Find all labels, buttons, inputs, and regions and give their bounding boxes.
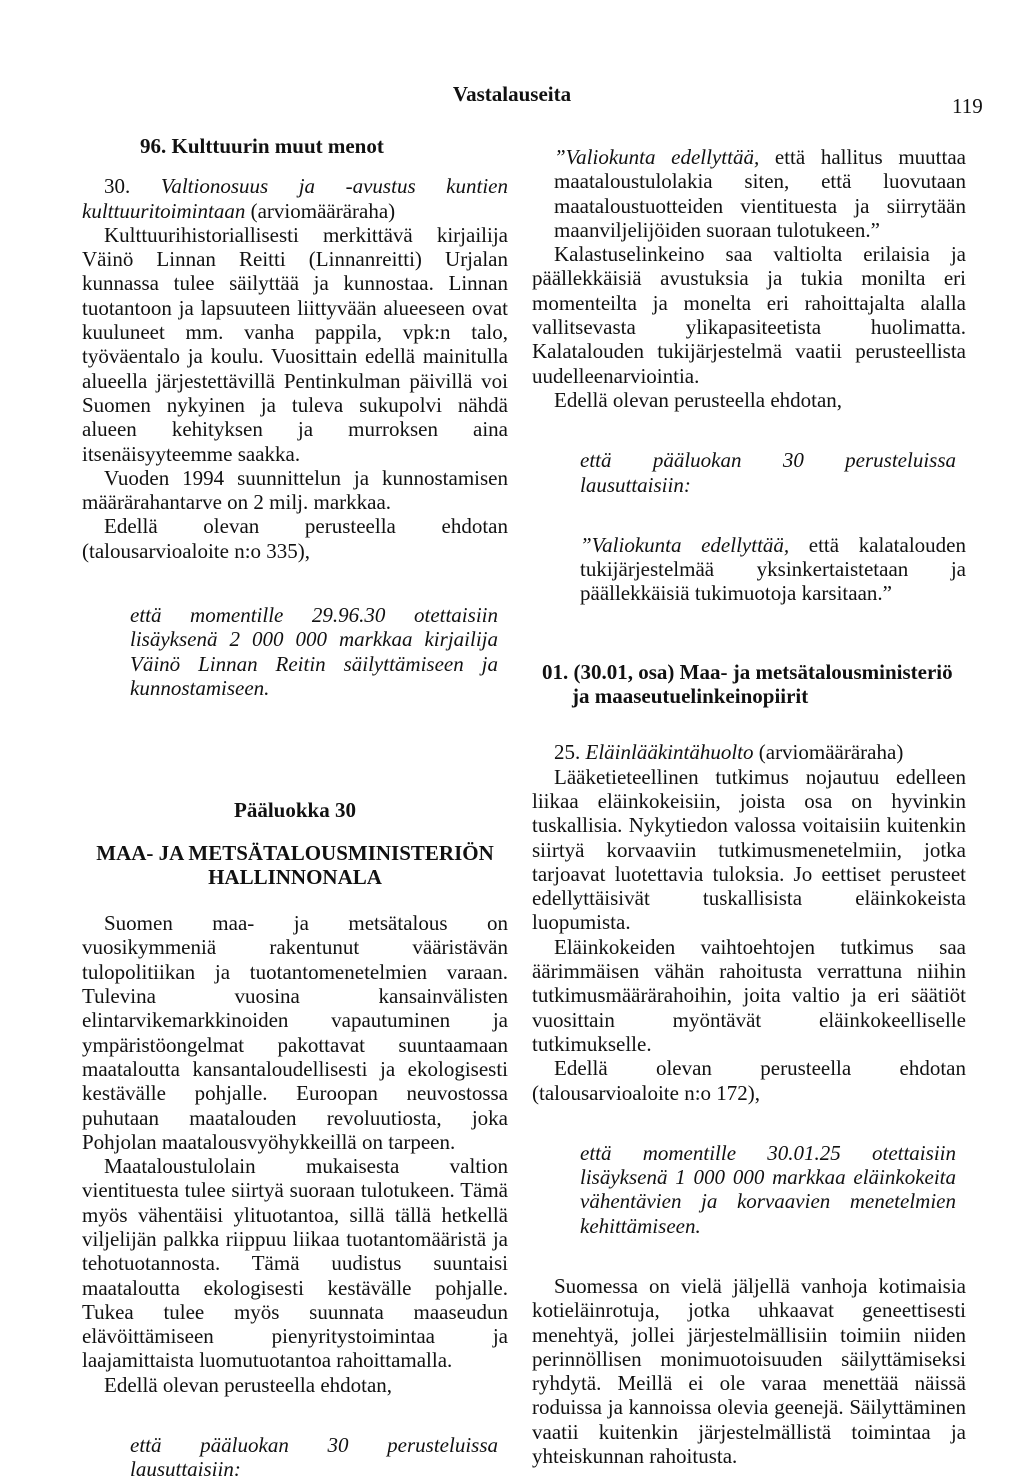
item-appropriation-type: (arviomääräraha) <box>245 198 396 223</box>
proposal-text: että momentille 30.01.25 otettaisiin lisäyksenä 1 000 000 markkaa eläinkokeita vähentävien ja korvaavien menetelmien kehittämiseen. <box>580 1140 956 1238</box>
paragraph: Maataloustulolain mukaisesta valtion vientituesta tulee siirtyä suoraan tulotukeen. Tämä myös vähentäisi ylituotantoa, sillä tällä hetkellä viljelijän palkka riippuu liikaa tuotantomääristä ja tehotuotannosta. Tämä uudistus suuntaisi maataloutta ekologisesti kestävälle pohjalle. Tukea tulee myös suunnata maaseudun elävöittämiseen pienyritystoimintaa ja laajamittaista luomutuotantoa rahoittamalla. <box>82 1154 508 1373</box>
paragraph: Edellä olevan perusteella ehdotan (talousarvioaloite n:o 335), <box>82 514 508 563</box>
left-column <box>82 134 508 1482</box>
item-title: Eläinlääkintähuolto <box>585 740 754 765</box>
statement-body: että kalatalouden tukijärjestelmää yksinkertaistetaan ja päällekkäisiä tukimuotoja karsitaan.” <box>580 532 966 606</box>
paragraph: Kulttuurihistoriallisesti merkittävä kirjailija Väinö Linnan Reitti (Linnanreitti) Urjalan kunnassa tulee säilyttää ja kunnostaa. Linnan tuotantoon ja lapsuuteen liittyvään alueeseen ovat kuuluneet mm. vanha pappila, vpk:n talo, työväentalo ja koulu. Vuosittain edellä mainitulla alueella järjestettävillä Pentinkulman päivillä voi Suomen nykyinen ja tuleva sukupolvi nähdä alueen kehityksen ja murroksen aina itsenäisyyteemme saakka. <box>82 222 508 466</box>
paragraph: Edellä olevan perusteella ehdotan, <box>554 387 843 412</box>
right-column <box>532 145 966 1468</box>
committee-statement <box>532 145 966 242</box>
item-heading-30 <box>82 174 508 223</box>
paragraph: Kalastuselinkeino saa valtiolta erilaisia ja päällekkäisiä avustuksia ja tukia monilta eri momenteilta ja monelta eri rahoittajalta alalla vallitsevasta ylikapasiteetista huolimatta. Kalatalouden tukijärjestelmä vaatii perusteellista uudelleenarviointia. <box>532 242 966 388</box>
paragraph: Suomen maa- ja metsätalous on vuosikymmeniä rakentunut vääristävän tulopolitiikan ja tuotantomenetelmien varaan. Tulevina vuosina kansainvälisten elintarvikemarkkinoiden vapautuminen ja ympäristöongelmat pakottavat suuntaamaan maataloutta kansantaloudellisesti ja ekologisesti kestävälle pohjalle. Euroopan neuvostossa puhutaan maatalouden revoluutiosta, joka Pohjolan maatalousvyöhykkeillä on tarpeen. <box>82 911 508 1154</box>
item-appropriation-type: (arviomääräraha) <box>753 740 904 765</box>
main-class-label: Pääluokka 30 <box>234 798 356 823</box>
paragraph: Vuoden 1994 suunnittelun ja kunnostamisen määrärahantarve on 2 milj. markkaa. <box>82 465 508 515</box>
paragraph: Suomessa on vielä jäljellä vanhoja kotimaisia kotieläinrotuja, jotka uhkaavat geneettisesti menehtyä, jollei järjestelmällisiin toimiin niiden perinnöllisen monimuotoisuuden säilyttämiseksi ryhdytä. Meillä ei ole varaa menettää näissä roduissa ja kannoissa olevia geenejä. Säilyttäminen vaatii kuitenkin järjestelmällistä toimintaa ja yhteiskunnan rahoitusta. <box>532 1273 966 1469</box>
item-number: 25. <box>554 740 581 765</box>
section-title-96: 96. Kulttuurin muut menot <box>140 134 384 158</box>
main-class-title: MAA- JA METSÄTALOUSMINISTERIÖN HALLINNONALA <box>96 840 494 889</box>
paragraph: Edellä olevan perusteella ehdotan, <box>104 1372 393 1397</box>
paragraph: Lääketieteellinen tutkimus nojautuu edelleen liikaa eläinkokeisiin, joista osa on hyvinkin tuskallisia. Nykytiedon valossa voitaisiin kuitenkin siirtyä korvaaviin tutkimusmenetelmiin, jotka tarjoavat luotettavia tuloksia. Jo eettiset perusteet edellyttäisivät tuskallisista eläinkokeista luopumista. <box>532 764 966 935</box>
statement-lead: ”Valiokunta edellyttää, <box>554 145 760 169</box>
proposal-text: että pääluokan 30 perusteluissa lausuttaisiin: <box>130 1433 498 1482</box>
statement-lead: ”Valiokunta edellyttää, <box>580 532 790 557</box>
proposal-text: että momentille 29.96.30 otettaisiin lisäyksenä 2 000 000 markkaa kirjailija Väinö Linnan Reitin säilyttämiseen ja kunnostamiseen. <box>130 603 498 700</box>
proposal-text: että pääluokan 30 perusteluissa lausuttaisiin: <box>580 448 956 497</box>
item-number: 30. <box>104 174 131 199</box>
statement-body: että hallitus muuttaa maataloustulolakia siten, että luovutaan maataloustuotteiden vientituesta ja siirrytään maanviljelijöiden suoraan tulotukeen.” <box>554 145 966 242</box>
section-title-01: 01. (30.01, osa) Maa- ja metsätalousministeriö ja maaseutuelinkeinopiirit <box>542 659 953 709</box>
item-heading-25 <box>532 740 966 764</box>
page-number: 119 <box>952 94 983 118</box>
committee-statement <box>558 533 966 606</box>
paragraph: Eläinkokeiden vaihtoehtojen tutkimus saa äärimmäisen vähän rahoitusta verrattuna niihin tutkimusmäärärahoihin, joita valtio ja eri säätiöt vuosittain myöntävät eläinkokeelliselle tutkimukselle. <box>532 934 966 1056</box>
running-header: Vastalauseita <box>452 82 572 106</box>
item-title: Valtionosuus ja -avustus kuntien kulttuuritoimintaan <box>82 174 508 223</box>
paragraph: Edellä olevan perusteella ehdotan (talousarvioaloite n:o 172), <box>532 1056 966 1105</box>
